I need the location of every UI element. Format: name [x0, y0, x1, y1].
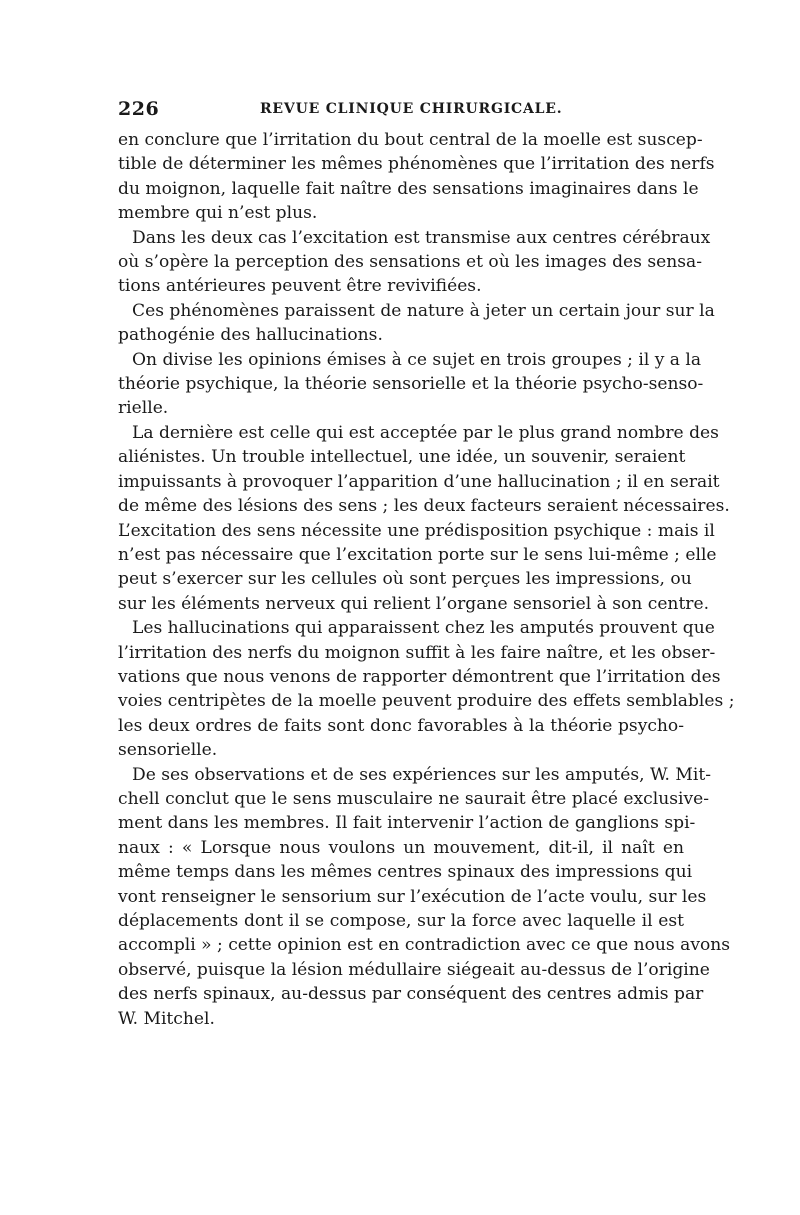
text-line: sur les éléments nerveux qui relient l’organe sensoriel à son centre.: [118, 593, 710, 614]
text-line: les deux ordres de faits sont donc favorables à la théorie psycho-: [118, 715, 684, 736]
text-line: ment dans les membres. Il fait intervenir l’action de ganglions spi-: [118, 813, 696, 834]
text-line: W. Mitchel.: [118, 1008, 215, 1029]
text-line: L’excitation des sens nécessite une prédisposition psychique : mais il: [118, 520, 715, 541]
text-line: vations que nous venons de rapporter démontrent que l’irritation des: [118, 666, 721, 687]
text-line: même temps dans les mêmes centres spinaux des impressions qui: [118, 862, 693, 883]
text-line: l’irritation des nerfs du moignon suffit à les faire naître, et les obser-: [118, 642, 716, 663]
text-line: théorie psychique, la théorie sensorielle et la théorie psycho-senso-: [118, 374, 704, 395]
text-line: vont renseigner le sensorium sur l’exécution de l’acte voulu, sur les: [118, 886, 707, 907]
text-line: accompli » ; cette opinion est en contradiction avec ce que nous avons: [118, 935, 731, 956]
text-line: observé, puisque la lésion médullaire siégeait au-dessus de l’origine: [118, 959, 710, 980]
text-line: aliénistes. Un trouble intellectuel, une idée, un souvenir, seraient: [118, 447, 686, 468]
text-line: De ses observations et de ses expériences sur les amputés, W. Mit-: [132, 764, 712, 785]
text-line: tible de déterminer les mêmes phénomènes que l’irritation des nerfs: [118, 154, 715, 175]
text-line: naux : « Lorsque nous voulons un mouvement, dit-il, il naît en: [118, 837, 684, 858]
running-header: [118, 98, 684, 124]
text-line: tions antérieures peuvent être revivifiées.: [118, 276, 482, 297]
text-line: voies centripètes de la moelle peuvent produire des effets semblables ;: [118, 691, 735, 712]
paragraph: [118, 226, 711, 299]
paragraph: [118, 299, 715, 348]
text-line: de même des lésions des sens ; les deux facteurs seraient nécessaires.: [118, 496, 730, 517]
paragraph: [118, 616, 735, 762]
text-line: impuissants à provoquer l’apparition d’une hallucination ; il en serait: [118, 471, 720, 492]
text-line: membre qui n’est plus.: [118, 203, 318, 224]
page-number: 226: [118, 98, 160, 120]
document-page: [118, 98, 735, 1031]
text-line: pathogénie des hallucinations.: [118, 325, 383, 346]
text-line: Dans les deux cas l’excitation est transmise aux centres cérébraux: [132, 227, 711, 248]
text-line: chell conclut que le sens musculaire ne saurait être placé exclusive-: [118, 788, 710, 809]
paragraph: [118, 421, 730, 616]
text-line: La dernière est celle qui est acceptée par le plus grand nombre des: [132, 422, 719, 443]
text-line: du moignon, laquelle fait naître des sensations imaginaires dans le: [118, 178, 699, 199]
text-line: déplacements dont il se compose, sur la force avec laquelle il est: [118, 911, 684, 931]
text-line: où s’opère la perception des sensations et où les images des sensa-: [118, 252, 702, 273]
paragraph: [118, 348, 704, 421]
text-line: On divise les opinions émises à ce sujet en trois groupes ; il y a la: [132, 349, 702, 370]
text-line: des nerfs spinaux, au-dessus par conséquent des centres admis par: [118, 984, 704, 1005]
paragraph: [118, 128, 715, 226]
body-text: [118, 128, 735, 1031]
journal-title: REVUE CLINIQUE CHIRURGICALE.: [260, 101, 563, 117]
text-line: rielle.: [118, 398, 169, 419]
text-line: Ces phénomènes paraissent de nature à jeter un certain jour sur la: [132, 300, 715, 321]
text-line: peut s’exercer sur les cellules où sont perçues les impressions, ou: [118, 569, 692, 590]
text-line: sensorielle.: [118, 740, 218, 761]
text-line: en conclure que l’irritation du bout central de la moelle est suscep-: [118, 130, 703, 150]
text-line: Les hallucinations qui apparaissent chez les amputés prouvent que: [132, 618, 715, 639]
paragraph: [118, 763, 731, 1031]
text-line: n’est pas nécessaire que l’excitation porte sur le sens lui-même ; elle: [118, 544, 717, 565]
